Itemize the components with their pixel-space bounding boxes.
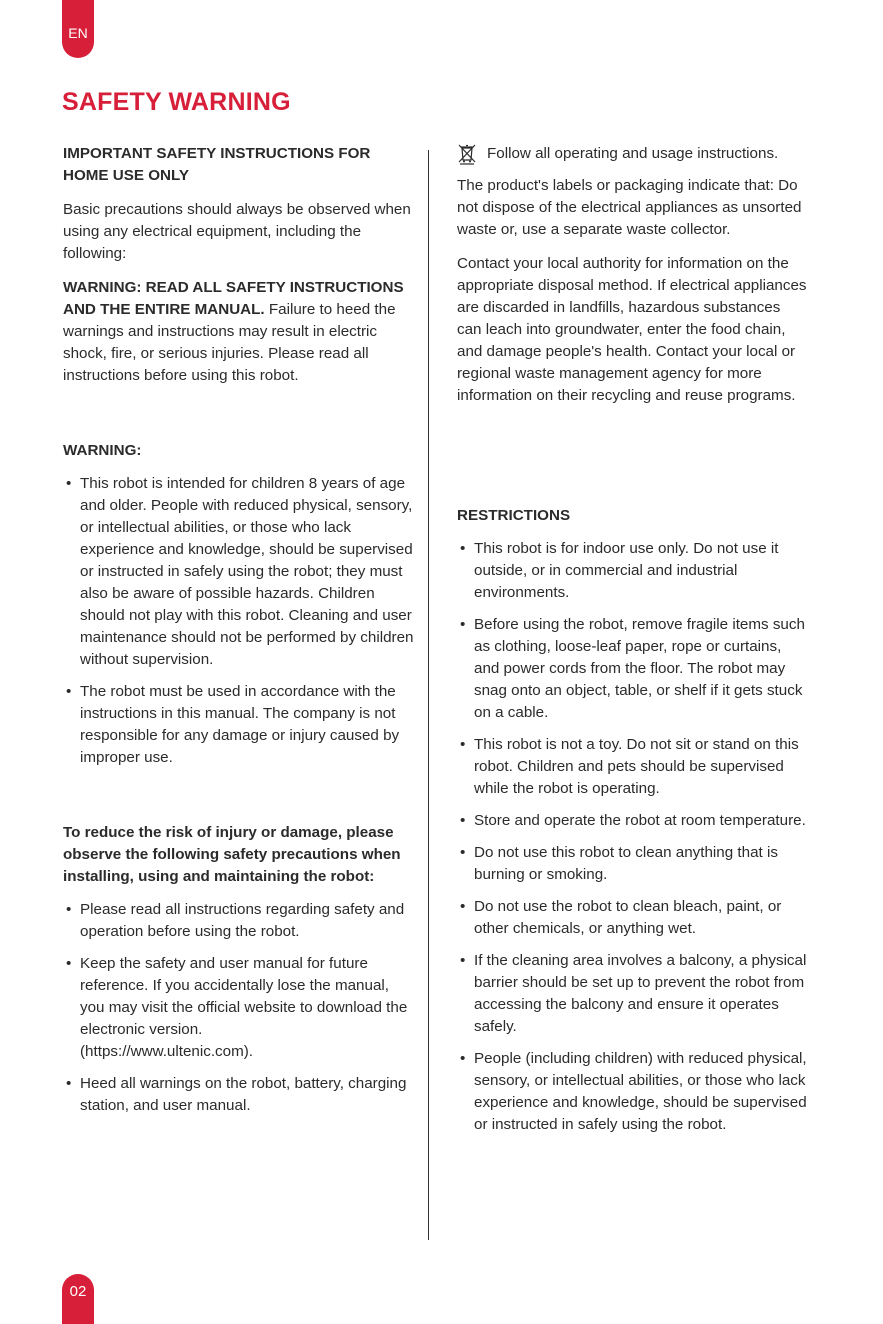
page-number: 02 (69, 1283, 87, 1300)
restrictions-heading: RESTRICTIONS (457, 507, 571, 524)
list-item: • Heed all warnings on the robot, battery, charging station, and user manual. (63, 1073, 415, 1117)
reduce-risk-heading: To reduce the risk of injury or damage, please observe the following safety precautions when installing, using and maintaining the robot: (63, 824, 401, 885)
list-item: • Do not use this robot to clean anything that is burning or smoking. (457, 842, 809, 886)
list-item: • People (including children) with reduced physical, sensory, or intellectual abilities, or those who lack experience and knowledge, should be supervised or instructed in safely using the robot. (457, 1048, 809, 1136)
warning-heading: WARNING: (63, 442, 142, 459)
language-label: EN (68, 25, 88, 41)
follow-instructions-text: Follow all operating and usage instructions. (487, 145, 779, 162)
restrictions-list (457, 538, 809, 1136)
list-item: • This robot is not a toy. Do not sit or stand on this robot. Children and pets should be supervised while the robot is operating. (457, 734, 809, 800)
basic-precautions-text: Basic precautions should always be observed when using any electrical equipment, including the following: (63, 201, 411, 262)
list-item: • Please read all instructions regarding safety and operation before using the robot. (63, 899, 415, 943)
left-column (63, 143, 415, 1117)
list-item: • Store and operate the robot at room temperature. (457, 810, 809, 832)
crossed-out-wheelie-bin-icon (457, 143, 477, 165)
read-all-rest: Failure to heed the warnings and instructions may result in electric shock, fire, or serious injuries. Please read all instructions before using this robot. (63, 301, 396, 384)
list-item: • Before using the robot, remove fragile items such as clothing, loose-leaf paper, rope or curtains, and power cords from the floor. The robot may snag onto an object, table, or shelf if it gets stuck on a cable. (457, 614, 809, 724)
keep-manual-text: Keep the safety and user manual for future reference. If you accidentally lose the manual, you may visit the official website to download the electronic version. (80, 955, 408, 1038)
contact-authority-text: Contact your local authority for information on the appropriate disposal method. If electrical appliances are discarded in landfills, hazardous substances can leach into groundwater, enter the food chain, and damage people's health. Contact your local or regional waste management agency for more information on their recycling and reuse programs. (457, 255, 807, 404)
list-item: • This robot is intended for children 8 years of age and older. People with reduced physical, sensory, or intellectual abilities, or those who lack experience and knowledge, should be supervised or instructed in safely using the robot; they must also be aware of possible hazards. Children should not play with this robot. Cleaning and user maintenance should not be performed by children without supervision. (63, 473, 415, 671)
precautions-list (63, 899, 415, 1117)
important-heading: IMPORTANT SAFETY INSTRUCTIONS FOR HOME USE ONLY (63, 145, 371, 184)
read-all-paragraph (63, 277, 415, 387)
language-tab (62, 0, 94, 58)
warning-list (63, 473, 415, 769)
column-divider (428, 150, 429, 1240)
list-item: • The robot must be used in accordance with the instructions in this manual. The company is not responsible for any damage or injury caused by improper use. (63, 681, 415, 769)
right-column (457, 143, 809, 1136)
labels-text: The product's labels or packaging indicate that: Do not dispose of the electrical appliances as unsorted waste or, use a separate waste collector. (457, 177, 802, 238)
read-all-bold: WARNING: READ ALL SAFETY INSTRUCTIONS AND THE ENTIRE MANUAL. (63, 279, 404, 318)
page-number-tab (62, 1274, 94, 1324)
list-item (63, 953, 415, 1063)
list-item: • This robot is for indoor use only. Do not use it outside, or in commercial and industrial environments. (457, 538, 809, 604)
website-url: (https://www.ultenic.com). (80, 1043, 254, 1060)
page-title: SAFETY WARNING (62, 88, 291, 116)
list-item: • Do not use the robot to clean bleach, paint, or other chemicals, or anything wet. (457, 896, 809, 940)
follow-instructions-line (457, 143, 809, 165)
list-item: • If the cleaning area involves a balcony, a physical barrier should be set up to prevent the robot from accessing the balcony and ensure it operates safely. (457, 950, 809, 1038)
